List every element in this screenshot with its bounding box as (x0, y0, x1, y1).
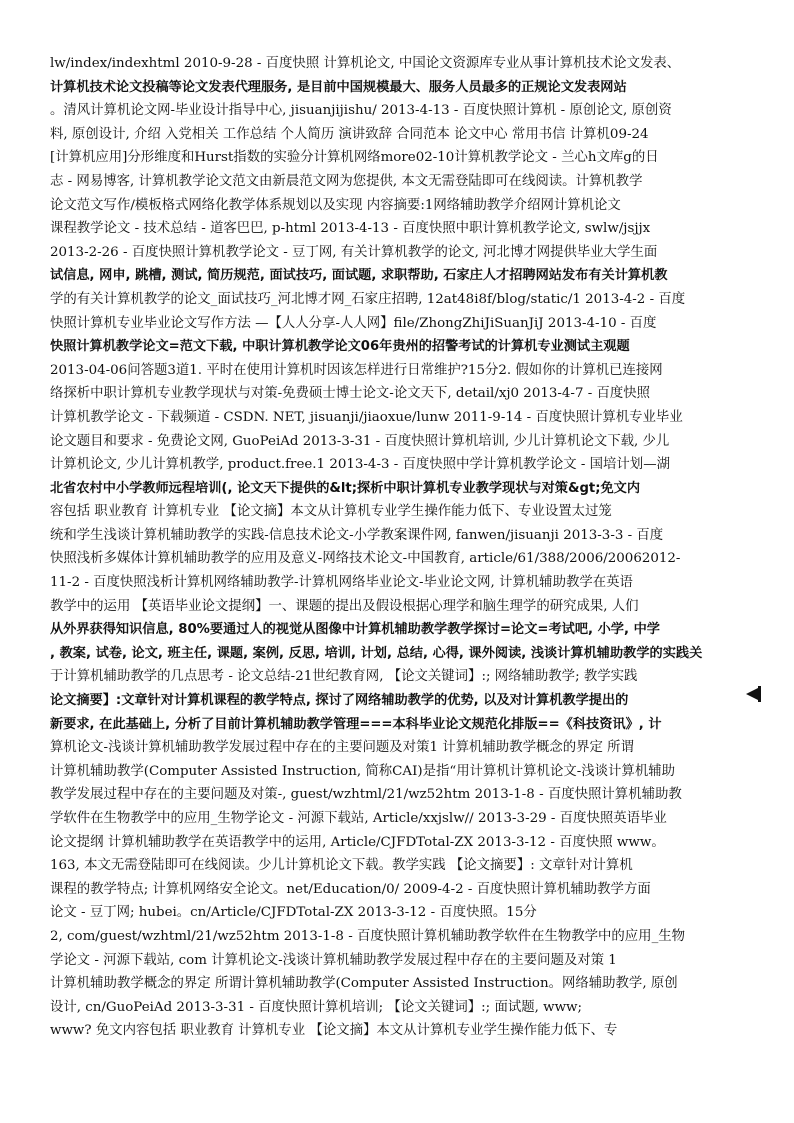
text-line: 统和学生浅谈计算机辅助教学的实践-信息技术论文-小学教案课件网, fanwen/jisuanji 2013-3-3 - 百度 (50, 527, 664, 543)
text-line: 于计算机辅助教学的几点思考 - 论文总结-21世纪教育网, 【论文关键词】:; 网络辅助教学; 教学实践 (50, 669, 638, 685)
text-line: 论文 - 豆丁网; hubei。cn/Article/CJFDTotal-ZX 2013-3-12 - 百度快照。15分 (50, 905, 537, 921)
text-line: 新要求, 在此基础上, 分析了目前计算机辅助教学管理===本科毕业论文规范化排版==《科技资讯》, 计 (50, 716, 662, 732)
text-line: 快照浅析多媒体计算机辅助教学的应用及意义-网络技术论文-中国教育, article/61/388/2006/20062012- (50, 551, 681, 567)
text-line: [计算机应用]分形维度和Hurst指数的实验分计算机网络more02-10计算机教学论文 - 兰心h文库g的日 (50, 150, 659, 166)
text-line: 论文提纲 计算机辅助教学在英语教学中的运用, Article/CJFDTotal-ZX 2013-3-12 - 百度快照 www。 (50, 834, 665, 850)
text-line: 11-2 - 百度快照浅析计算机网络辅助教学-计算机网络毕业论文-毕业论文网, 计算机辅助教学在英语 (50, 575, 633, 591)
text-line: 学的有关计算机教学的论文_面试技巧_河北博才网_石家庄招聘, 12at48i8f/blog/static/1 2013-4-2 - 百度 (50, 291, 686, 307)
text-line: 容包括 职业教育 计算机专业 【论文摘】本文从计算机专业学生操作能力低下、专业设置太过笼 (50, 504, 612, 520)
page-marker-bar (758, 686, 761, 702)
text-line: 计算机技术论文投稿等论文发表代理服务, 是目前中国规模最大、服务人员最多的正规论文发表网站 (50, 79, 627, 95)
text-line: 论文摘要】:文章针对计算机课程的教学特点, 探讨了网络辅助教学的优势, 以及对计算机教学提出的 (50, 693, 629, 709)
text-line: 学论文 - 河源下载站, com 计算机论文-浅谈计算机辅助教学发展过程中存在的主要问题及对策 1 (50, 952, 617, 968)
text-line: 教学中的运用 【英语毕业论文提纲】一、课题的提出及假设根据心理学和脑生理学的研究成果, 人们 (50, 598, 639, 614)
text-line: 料, 原创设计, 介绍 入党相关 工作总结 个人简历 演讲致辞 合同范本 论文中心 常用书信 计算机09-24 (50, 126, 649, 142)
text-line: 北省农村中小学教师远程培训(, 论文天下提供的&lt;探析中职计算机专业教学现状与对策&gt;免文内 (50, 480, 641, 496)
text-line: 。清风计算机论文网-毕业设计指导中心, jisuanjijishu/ 2013-4-13 - 百度快照计算机 - 原创论文, 原创资 (50, 103, 672, 119)
left-arrow-marker-icon (746, 688, 758, 700)
text-block (50, 52, 750, 1043)
text-line: 教学发展过程中存在的主要问题及对策-, guest/wzhtml/21/wz52htm 2013-1-8 - 百度快照计算机辅助教 (50, 787, 682, 803)
text-line: 试信息, 网申, 跳槽, 测试, 简历规范, 面试技巧, 面试题, 求职帮助, 石家庄人才招聘网站发布有关计算机教 (50, 268, 668, 284)
text-line: lw/index/indexhtml 2010-9-28 - 百度快照 计算机论文, 中国论文资源库专业从事计算机技术论文发表、 (50, 56, 681, 71)
text-line: 络探析中职计算机专业教学现状与对策-免费硕士博士论文-论文天下, detail/xj0 2013-4-7 - 百度快照 (50, 386, 651, 402)
text-line: 计算机辅助教学(Computer Assisted Instruction, 简称CAI)是指“用计算机计算机论文-浅谈计算机辅助 (50, 763, 675, 779)
text-line: 2, com/guest/wzhtml/21/wz52htm 2013-1-8 - 百度快照计算机辅助教学软件在生物教学中的应用_生物 (50, 928, 686, 944)
text-line: www? 免文内容包括 职业教育 计算机专业 【论文摘】本文从计算机专业学生操作能力低下、专 (50, 1023, 618, 1039)
text-line: 163, 本文无需登陆即可在线阅读。少儿计算机论文下载。教学实践 【论文摘要】: 文章针对计算机 (50, 858, 633, 874)
text-line: 算机论文-浅谈计算机辅助教学发展过程中存在的主要问题及对策1 计算机辅助教学概念的界定 所谓 (50, 740, 634, 756)
text-line: 论文题目和要求 - 免费论文网, GuoPeiAd 2013-3-31 - 百度快照计算机培训, 少儿计算机论文下载, 少儿 (50, 433, 670, 449)
text-line: 志 - 网易博客, 计算机教学论文范文由新晨范文网为您提供, 本文无需登陆即可在线阅读。计算机教学 (50, 173, 643, 189)
text-line: 快照计算机专业毕业论文写作方法 —【人人分享-人人网】file/ZhongZhiJiSuanJiJ 2013-4-10 - 百度 (50, 315, 657, 331)
text-line: 课程的教学特点; 计算机网络安全论文。net/Education/0/ 2009-4-2 - 百度快照计算机辅助教学方面 (50, 881, 651, 897)
text-line: , 教案, 试卷, 论文, 班主任, 课题, 案例, 反思, 培训, 计划, 总结, 心得, 课外阅读, 浅谈计算机辅助教学的实践关 (50, 645, 703, 661)
document-body (50, 52, 750, 1043)
text-line: 2013-04-06问答题3道1. 平时在使用计算机时因该怎样进行日常维护?15分2. 假如你的计算机已连接网 (50, 362, 663, 378)
text-line: 从外界获得知识信息, 80%要通过人的视觉从图像中计算机辅助教学教学探讨=论文=考试吧, 小学, 中学 (50, 622, 660, 638)
text-line: 计算机教学论文 - 下载频道 - CSDN. NET, jisuanji/jiaoxue/lunw 2011-9-14 - 百度快照计算机专业毕业 (50, 409, 683, 425)
text-line: 学软件在生物教学中的应用_生物学论文 - 河源下载站, Article/xxjslw// 2013-3-29 - 百度快照英语毕业 (50, 811, 667, 826)
text-line: 快照计算机教学论文=范文下载, 中职计算机教学论文06年贵州的招警考试的计算机专业测试主观题 (50, 339, 630, 355)
text-line: 计算机论文, 少儿计算机教学, product.free.1 2013-4-3 - 百度快照中学计算机教学论文 - 国培计划—湖 (50, 457, 670, 473)
text-line: 设计, cn/GuoPeiAd 2013-3-31 - 百度快照计算机培训; 【论文关键词】:; 面试题, www; (50, 999, 583, 1015)
text-line: 2013-2-26 - 百度快照计算机教学论文 - 豆丁网, 有关计算机教学的论文, 河北博才网提供毕业大学生面 (50, 244, 658, 260)
text-line: 论文范文写作/模板格式网络化教学体系规划以及实现 内容摘要:1网络辅助教学介绍网计算机论文 (50, 197, 621, 213)
text-line: 课程教学论文 - 技术总结 - 道客巴巴, p-html 2013-4-13 - 百度快照中职计算机教学论文, swlw/jsjjx (50, 221, 651, 237)
text-line: 计算机辅助教学概念的界定 所谓计算机辅助教学(Computer Assisted Instruction。网络辅助教学, 原创 (50, 976, 678, 992)
